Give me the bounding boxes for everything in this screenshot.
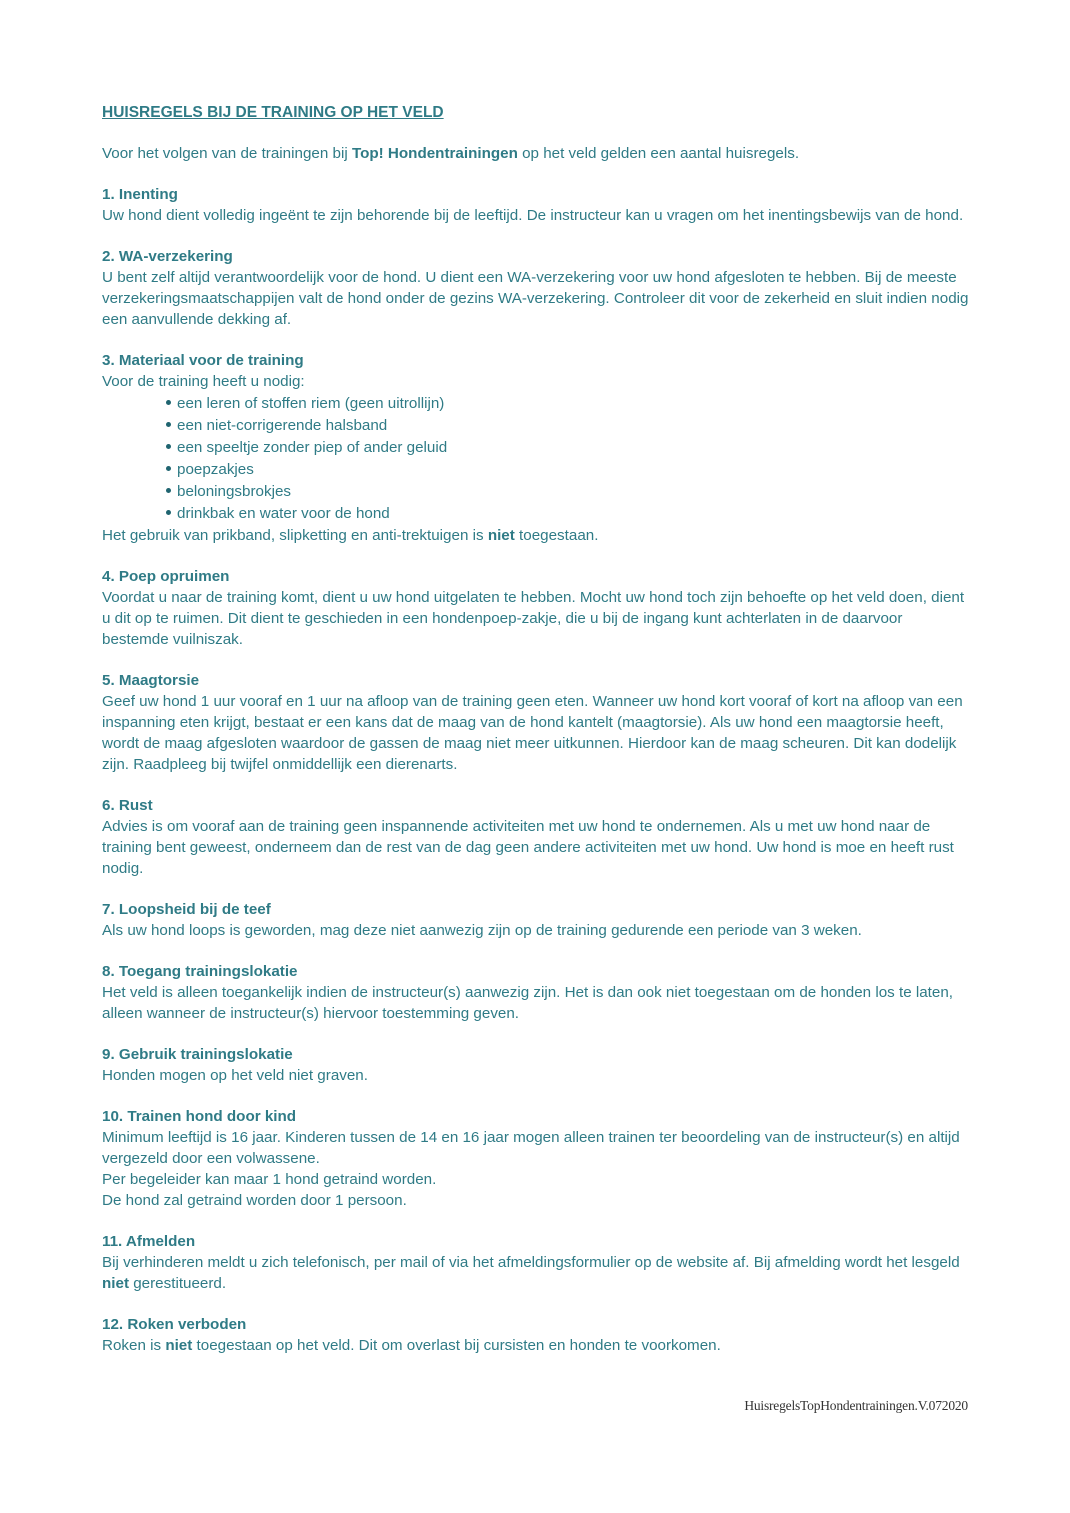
bullet-icon <box>166 422 171 427</box>
section-gebruik <box>102 1044 972 1086</box>
document-page <box>102 102 972 1376</box>
section-heading: 12. Roken verboden <box>102 1316 247 1333</box>
list-item <box>166 393 972 415</box>
text-after: gerestitueerd. <box>129 1275 227 1292</box>
section-text: Voordat u naar de training komt, dient u uw hond uitgelaten te hebben. Mocht uw hond toch zijn behoefte op het veld doen, dient u dit op te ruimen. Dit dient te geschieden in een hondenpoep-zakje, die u bij de ingang kunt achterlaten in de daarvoor bestemde vuilniszak. <box>102 589 965 648</box>
section-text: U bent zelf altijd verantwoordelijk voor de hond. U dient een WA-verzekering voor uw hond afgesloten te hebben. Bij de meeste verzekeringsmaatschappijen valt de hond onder de gezins WA-verzekering. Controleer dit voor de zekerheid en sluit indien nodig een aanvullende dekking af. <box>102 269 969 328</box>
section-heading: 3. Materiaal voor de training <box>102 352 304 369</box>
list-item-text: beloningsbrokjes <box>177 483 291 500</box>
intro-text-after: op het veld gelden een aantal huisregels. <box>517 145 800 162</box>
section-toegang <box>102 961 972 1024</box>
brand-name: Top! Hondentrainingen <box>351 145 518 162</box>
section-wa-verzekering <box>102 246 972 330</box>
section-text: Als uw hond loops is geworden, mag deze niet aanwezig zijn op de training gedurende een periode van 3 weken. <box>102 922 862 939</box>
list-item-text: een niet-corrigerende halsband <box>177 417 388 434</box>
bullet-icon <box>166 400 171 405</box>
section-heading: 9. Gebruik trainingslokatie <box>102 1046 293 1063</box>
emphasis-niet: niet <box>165 1337 193 1354</box>
text-before: Roken is <box>102 1337 166 1354</box>
section-heading: 4. Poep opruimen <box>102 568 230 585</box>
section-text-line3: De hond zal getraind worden door 1 persoon. <box>102 1192 407 1209</box>
emphasis-niet: niet <box>487 527 515 544</box>
section-heading: 7. Loopsheid bij de teef <box>102 901 271 918</box>
list-item <box>166 415 972 437</box>
section-text: Voor de training heeft u nodig: <box>102 373 305 390</box>
section-materiaal <box>102 350 972 546</box>
section-heading: 2. WA-verzekering <box>102 248 233 265</box>
requirements-list <box>102 393 972 525</box>
section-rust <box>102 795 972 879</box>
list-item <box>166 437 972 459</box>
list-item-text: een leren of stoffen riem (geen uitrollijn) <box>177 395 445 412</box>
intro-paragraph <box>102 143 972 164</box>
section-text: Het veld is alleen toegankelijk indien de instructeur(s) aanwezig zijn. Het is dan ook niet toegestaan om de honden los te laten, alleen wanneer de instructeur(s) hiervoor toestemming geven. <box>102 984 954 1022</box>
list-item-text: drinkbak en water voor de hond <box>177 505 390 522</box>
section-text <box>102 1335 972 1356</box>
bullet-icon <box>166 466 171 471</box>
section-roken <box>102 1314 972 1356</box>
section-heading: 6. Rust <box>102 797 153 814</box>
bullet-icon <box>166 510 171 515</box>
section-maagtorsie <box>102 670 972 775</box>
text-before: Bij verhinderen meldt u zich telefonisch, per mail of via het afmeldingsformulier op de website af. Bij afmelding wordt het lesgeld <box>102 1254 960 1271</box>
list-item <box>166 503 972 525</box>
note-text-before: Het gebruik van prikband, slipketting en anti-trektuigen is <box>102 527 488 544</box>
emphasis-niet: niet <box>102 1275 130 1292</box>
bullet-icon <box>166 444 171 449</box>
section-trainen-kind <box>102 1106 972 1211</box>
section-poep-opruimen <box>102 566 972 650</box>
section-text-line2: Per begeleider kan maar 1 hond getraind worden. <box>102 1171 437 1188</box>
bullet-icon <box>166 488 171 493</box>
note-text-after: toegestaan. <box>514 527 599 544</box>
intro-text-before: Voor het volgen van de trainingen bij <box>102 145 352 162</box>
footer-version: HuisregelsTopHondentrainingen.V.072020 <box>744 1398 968 1413</box>
section-afmelden <box>102 1231 972 1294</box>
section-heading: 5. Maagtorsie <box>102 672 200 689</box>
section-inenting <box>102 184 972 226</box>
section-heading: 8. Toegang trainingslokatie <box>102 963 298 980</box>
text-after: toegestaan op het veld. Dit om overlast bij cursisten en honden te voorkomen. <box>192 1337 721 1354</box>
document-title: HUISREGELS BIJ DE TRAINING OP HET VELD <box>102 104 444 121</box>
section-text: Advies is om vooraf aan de training geen inspannende activiteiten met uw hond te ondernemen. Als u met uw hond naar de training bent geweest, onderneem dan de rest van de dag geen andere activiteiten met uw hond. Uw hond is moe en heeft rust nodig. <box>102 818 954 877</box>
list-item <box>166 459 972 481</box>
section-text <box>102 1252 972 1294</box>
section-loopsheid <box>102 899 972 941</box>
section-text: Honden mogen op het veld niet graven. <box>102 1067 368 1084</box>
section-heading: 11. Afmelden <box>102 1233 196 1250</box>
section-text: Geef uw hond 1 uur vooraf en 1 uur na afloop van de training geen eten. Wanneer uw hond kort vooraf of kort na afloop van een inspanning eten krijgt, bestaat er een kans dat de maag van de hond kantelt (maagtorsie). Als uw hond een maagtorsie heeft, wordt de maag afgesloten waardoor de gassen de maag niet meer uitkunnen. Hierdoor kan de maag scheuren. Dit kan dodelijk zijn. Raadpleeg bij twijfel onmiddellijk een dierenarts. <box>102 693 963 773</box>
list-item-text: een speeltje zonder piep of ander geluid <box>177 439 448 456</box>
section-note <box>102 525 972 546</box>
section-heading: 10. Trainen hond door kind <box>102 1108 297 1125</box>
list-item <box>166 481 972 503</box>
section-heading: 1. Inenting <box>102 186 178 203</box>
section-text: Minimum leeftijd is 16 jaar. Kinderen tussen de 14 en 16 jaar mogen alleen trainen ter beoordeling van de instructeur(s) en altijd vergezeld door een volwassene. <box>102 1129 960 1167</box>
list-item-text: poepzakjes <box>177 461 254 478</box>
section-text: Uw hond dient volledig ingeënt te zijn behorende bij de leeftijd. De instructeur kan u vragen om het inentingsbewijs van de hond. <box>102 207 964 224</box>
